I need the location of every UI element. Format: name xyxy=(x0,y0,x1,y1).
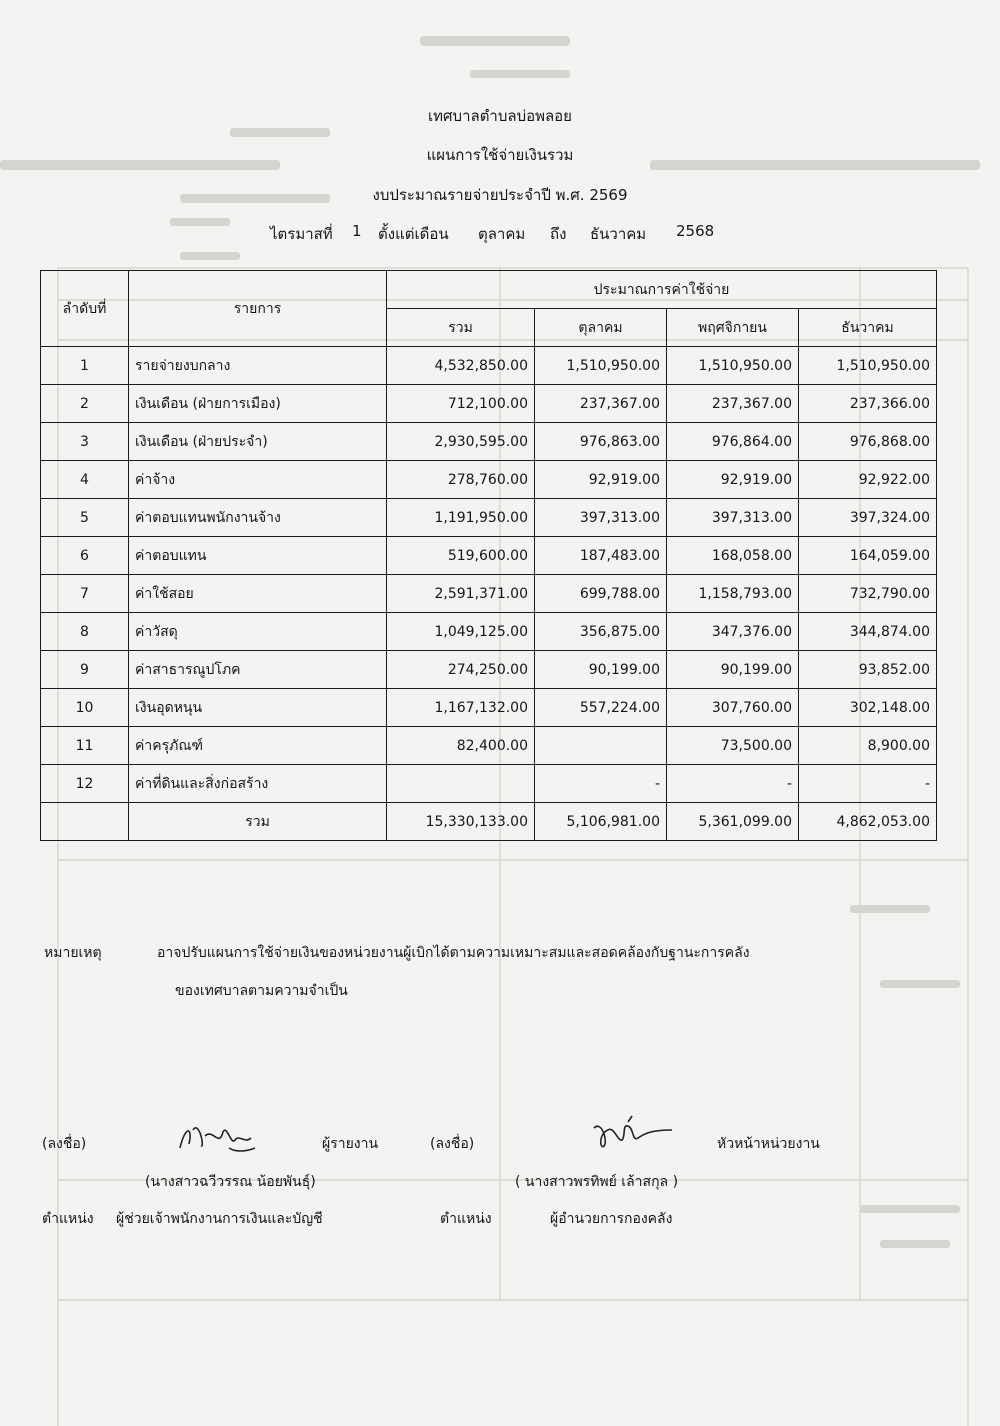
cell-total: 278,760.00 xyxy=(387,461,535,499)
table-row xyxy=(41,537,937,575)
cell-no: 9 xyxy=(41,651,129,689)
cell-oct: 1,510,950.00 xyxy=(535,347,667,385)
sum-dec: 4,862,053.00 xyxy=(799,803,937,841)
cell-total: 1,167,132.00 xyxy=(387,689,535,727)
sum-label: รวม xyxy=(129,803,387,841)
cell-item: ค่าตอบแทน xyxy=(129,537,387,575)
cell-dec: 8,900.00 xyxy=(799,727,937,765)
cell-no: 4 xyxy=(41,461,129,499)
cell-item: ค่าวัสดุ xyxy=(129,613,387,651)
cell-total: 1,191,950.00 xyxy=(387,499,535,537)
sum-oct: 5,106,981.00 xyxy=(535,803,667,841)
cell-oct: 976,863.00 xyxy=(535,423,667,461)
reporter-name: (นางสาวฉวีวรรณ น้อยพันธุ์) xyxy=(145,1174,316,1190)
cell-dec: 164,059.00 xyxy=(799,537,937,575)
cell-no: 3 xyxy=(41,423,129,461)
cell-no: 6 xyxy=(41,537,129,575)
table-row xyxy=(41,347,937,385)
cell-total: 712,100.00 xyxy=(387,385,535,423)
org-name: เทศบาลตำบลบ่อพลอย xyxy=(428,107,572,125)
reporter-position-label: ตำแหน่ง xyxy=(42,1211,94,1227)
year: 2568 xyxy=(676,222,715,240)
cell-no: 1 xyxy=(41,347,129,385)
header-oct: ตุลาคม xyxy=(535,309,667,347)
head-position-label: ตำแหน่ง xyxy=(440,1211,492,1227)
cell-item: ค่าตอบแทนพนักงานจ้าง xyxy=(129,499,387,537)
head-name: ( นางสาวพรทิพย์ เล้าสกุล ) xyxy=(515,1174,679,1190)
note-label: หมายเหตุ xyxy=(44,945,102,961)
budget-year: งบประมาณรายจ่ายประจำปี พ.ศ. 2569 xyxy=(372,186,628,204)
to-label: ถึง xyxy=(550,225,567,243)
header-dec: ธันวาคม xyxy=(799,309,937,347)
cell-oct: 92,919.00 xyxy=(535,461,667,499)
table-row xyxy=(41,727,937,765)
note-line-2: ของเทศบาลตามความจำเป็น xyxy=(175,983,348,999)
head-role: หัวหน้าหน่วยงาน xyxy=(717,1136,820,1152)
cell-dec: 92,922.00 xyxy=(799,461,937,499)
sum-total: 15,330,133.00 xyxy=(387,803,535,841)
cell-no: 11 xyxy=(41,727,129,765)
cell-dec: 397,324.00 xyxy=(799,499,937,537)
cell-no: 5 xyxy=(41,499,129,537)
header-estimate-group: ประมาณการค่าใช้จ่าย xyxy=(387,271,937,309)
header-total: รวม xyxy=(387,309,535,347)
cell-oct: 397,313.00 xyxy=(535,499,667,537)
cell-oct xyxy=(535,727,667,765)
table-row xyxy=(41,499,937,537)
cell-total: 519,600.00 xyxy=(387,537,535,575)
sum-row xyxy=(41,803,937,841)
cell-oct: 699,788.00 xyxy=(535,575,667,613)
quarter-label: ไตรมาสที่ xyxy=(270,225,333,243)
cell-dec: 237,366.00 xyxy=(799,385,937,423)
cell-dec: 344,874.00 xyxy=(799,613,937,651)
cell-oct: - xyxy=(535,765,667,803)
head-signature-image xyxy=(588,1112,678,1154)
cell-no: 7 xyxy=(41,575,129,613)
cell-oct: 237,367.00 xyxy=(535,385,667,423)
cell-no: 2 xyxy=(41,385,129,423)
cell-item: ค่าสาธารณูปโภค xyxy=(129,651,387,689)
cell-dec: 732,790.00 xyxy=(799,575,937,613)
cell-dec: 93,852.00 xyxy=(799,651,937,689)
from-month: ตุลาคม xyxy=(478,225,526,243)
sum-nov: 5,361,099.00 xyxy=(667,803,799,841)
cell-oct: 557,224.00 xyxy=(535,689,667,727)
cell-dec: - xyxy=(799,765,937,803)
cell-nov: 237,367.00 xyxy=(667,385,799,423)
cell-nov: 397,313.00 xyxy=(667,499,799,537)
header-item: รายการ xyxy=(129,271,387,347)
cell-nov: 1,158,793.00 xyxy=(667,575,799,613)
cell-total: 274,250.00 xyxy=(387,651,535,689)
from-label: ตั้งแต่เดือน xyxy=(378,225,449,243)
cell-nov: 168,058.00 xyxy=(667,537,799,575)
table-row xyxy=(41,765,937,803)
to-month: ธันวาคม xyxy=(590,225,647,243)
quarter-number: 1 xyxy=(352,222,362,240)
table-row xyxy=(41,385,937,423)
cell-item: เงินเดือน (ฝ่ายการเมือง) xyxy=(129,385,387,423)
head-position: ผู้อำนวยการกองคลัง xyxy=(550,1211,673,1227)
cell-empty xyxy=(41,803,129,841)
reporter-role: ผู้รายงาน xyxy=(322,1136,379,1152)
header-no: ลำดับที่ xyxy=(41,271,129,347)
header-nov: พฤศจิกายน xyxy=(667,309,799,347)
table-row xyxy=(41,613,937,651)
cell-oct: 187,483.00 xyxy=(535,537,667,575)
cell-item: เงินเดือน (ฝ่ายประจำ) xyxy=(129,423,387,461)
table-row xyxy=(41,423,937,461)
cell-nov: - xyxy=(667,765,799,803)
cell-item: ค่าใช้สอย xyxy=(129,575,387,613)
cell-nov: 73,500.00 xyxy=(667,727,799,765)
cell-dec: 302,148.00 xyxy=(799,689,937,727)
reporter-position: ผู้ช่วยเจ้าพนักงานการเงินและบัญชี xyxy=(116,1211,323,1227)
cell-total: 1,049,125.00 xyxy=(387,613,535,651)
cell-total: 82,400.00 xyxy=(387,727,535,765)
cell-item: เงินอุดหนุน xyxy=(129,689,387,727)
cell-nov: 307,760.00 xyxy=(667,689,799,727)
table-row xyxy=(41,651,937,689)
cell-dec: 976,868.00 xyxy=(799,423,937,461)
cell-nov: 92,919.00 xyxy=(667,461,799,499)
cell-no: 12 xyxy=(41,765,129,803)
cell-total xyxy=(387,765,535,803)
reporter-sign-label: (ลงชื่อ) xyxy=(42,1136,87,1152)
table-row xyxy=(41,461,937,499)
cell-nov: 347,376.00 xyxy=(667,613,799,651)
cell-oct: 90,199.00 xyxy=(535,651,667,689)
cell-nov: 976,864.00 xyxy=(667,423,799,461)
cell-item: ค่าครุภัณฑ์ xyxy=(129,727,387,765)
cell-item: รายจ่ายงบกลาง xyxy=(129,347,387,385)
spending-plan-table xyxy=(40,270,937,841)
cell-nov: 90,199.00 xyxy=(667,651,799,689)
reporter-signature-image xyxy=(175,1118,265,1158)
cell-nov: 1,510,950.00 xyxy=(667,347,799,385)
cell-item: ค่าที่ดินและสิ่งก่อสร้าง xyxy=(129,765,387,803)
head-sign-label: (ลงชื่อ) xyxy=(430,1136,475,1152)
cell-dec: 1,510,950.00 xyxy=(799,347,937,385)
cell-total: 2,930,595.00 xyxy=(387,423,535,461)
cell-no: 8 xyxy=(41,613,129,651)
table-row xyxy=(41,575,937,613)
cell-item: ค่าจ้าง xyxy=(129,461,387,499)
cell-total: 2,591,371.00 xyxy=(387,575,535,613)
cell-total: 4,532,850.00 xyxy=(387,347,535,385)
document-title: แผนการใช้จ่ายเงินรวม xyxy=(426,146,574,164)
table-row xyxy=(41,689,937,727)
cell-no: 10 xyxy=(41,689,129,727)
cell-oct: 356,875.00 xyxy=(535,613,667,651)
note-line-1: อาจปรับแผนการใช้จ่ายเงินของหน่วยงานผู้เบิกได้ตามความเหมาะสมและสอดคล้องกับฐานะการคลัง xyxy=(157,945,750,961)
